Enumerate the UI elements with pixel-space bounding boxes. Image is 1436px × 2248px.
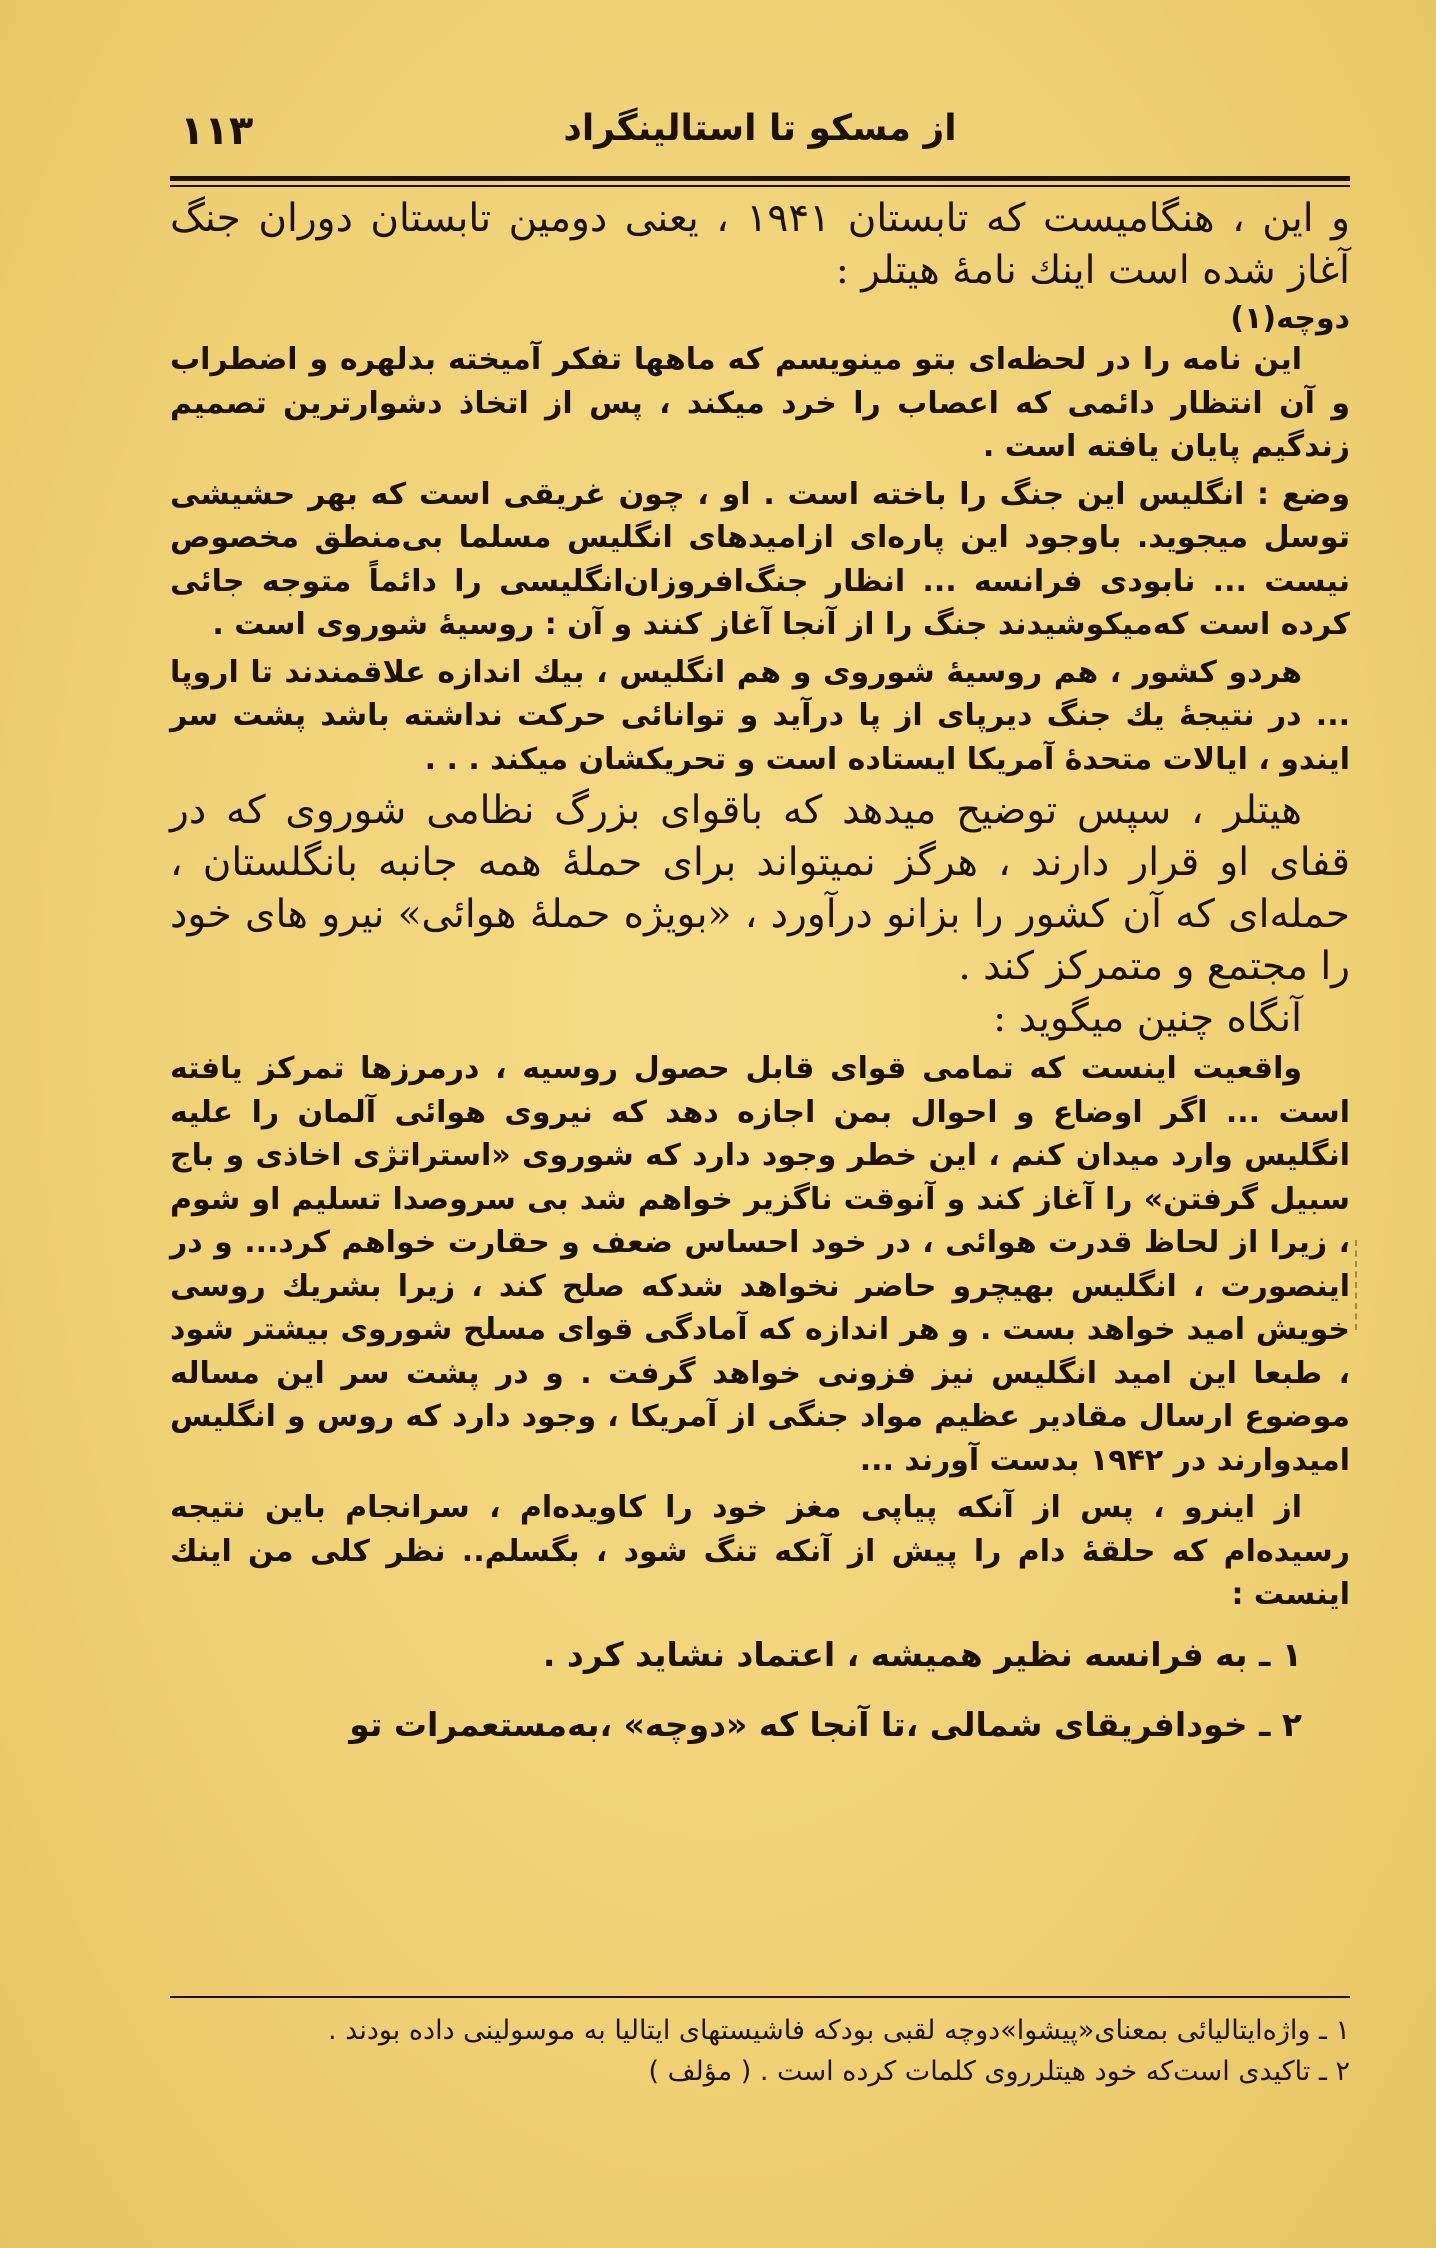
footnote: ۲ ـ تاکیدی است‌که خود هیتلرروی کلمات کرده است . ( مؤلف ): [648, 2056, 1350, 2087]
letter-paragraph: این نامه را در لحظه‌ای بتو مینویسم که ماهها تفکر آمیخته بدلهره و اضطراب و آن انتظار دائمی که اعصاب را خرد میکند ، پس از اتخاذ دشوارترین تصمیم زندگیم پایان یافته است .: [170, 342, 1350, 464]
page-header: [170, 100, 1350, 172]
page-number: ۱۱۳: [180, 108, 254, 154]
letter-paragraph: از اینرو ، پس از آنکه پیاپی مغز خود را کاویده‌ام ، سرانجام باین نتیجه رسیده‌ام که حلقهٔ دام را پیش از آنکه تنگ شود ، بگسلم.. نظر کلی من اینك اینست :: [170, 1490, 1350, 1612]
letter-paragraph: وضع : انگلیس این جنگ را باخته است . او ، چون غریقی است که بهر حشیشی توسل میجوید. باوجود این پاره‌ای ازامیدهای انگلیس مسلما بی‌منطق مخصوص نیست ... نابودی فرانسه ... انظار جنگ‌افروزان‌انگلیسی را دائماً متوجه جائی کرده است که‌میکوشیدند جنگ را از آنجا آغاز کنند و آن : روسیهٔ شوروی است .: [170, 476, 1350, 642]
running-title: از مسکو تا استالینگراد: [563, 108, 957, 149]
narrative-paragraph: هیتلر ، سپس توضیح میدهد که باقوای بزرگ نظامی شوروی که در قفای او قرار دارند ، هرگز نمیتواند برای حملهٔ همه جانبه بانگلستان ، حمله‌ای که آن کشور را بزانو درآورد ، «بویژه حملهٔ هوائی» نیرو های خود را مجتمع و متمرکز کند .: [170, 788, 1350, 989]
narrative-paragraph: آنگاه چنین میگوید :: [993, 996, 1302, 1041]
header-rule-thick: [170, 176, 1350, 181]
letter-paragraph: هردو کشور ، هم روسیهٔ شوروی و هم انگلیس ، بیك اندازه علاقمندند تا اروپا ... در نتیجهٔ یك جنگ دیرپای از پا درآید و توانائی حرکت نداشته باشد پشت سر ایندو ، ایالات متحدهٔ آمریکا ایستاده است و تحریکشان میکند . . .: [170, 654, 1350, 777]
list-item: ۱ ـ به فرانسه نظیر همیشه ، اعتماد نشاید کرد .: [542, 1634, 1302, 1674]
page-body: [170, 100, 1350, 2087]
letter-salutation: دوچه(۱): [1230, 301, 1350, 336]
footnote: ۱ ـ واژه‌ایتالیائی بمعنای«پیشوا»دوچه لقبی بودکه فاشیستهای ایتالیا به موسولینی داده بودند .: [327, 2015, 1350, 2046]
letter-paragraph: واقعیت اینست که تمامی قوای قابل حصول روسیه ، درمرزها تمرکز یافته است ... اگر اوضاع و احوال بمن اجازه دهد که نیروی هوائی آلمان را علیه انگلیس وارد میدان کنم ، این خطر وجود دارد که شوروی «استراتژی اخاذی و باج سبیل گرفتن» را آغاز کند و آنوقت ناگزیر خواهم شد بی سروصدا تسلیم او شوم ، زیرا از لحاظ قدرت هوائی ، در خود احساس ضعف و حقارت خواهم کرد... و در اینصورت ، انگلیس بهیچرو حاضر نخواهد شدکه صلح کند ، زیرا بشریك روسی خویش امید خواهد بست . و هر اندازه که آمادگی قوای مسلح شوروی بیشتر شود ، طبعا این امید انگلیس نیز فزونی خواهد گرفت . و در پشت سر این مساله موضوع ارسال مقادیر عظیم مواد جنگی از آمریکا ، وجود دارد که روس و انگلیس امیدوارند در ۱۹۴۲ بدست آورند ...: [170, 1051, 1350, 1478]
intro-paragraph: و این ، هنگامیست که تابستان ۱۹۴۱ ، یعنی دومین تابستان دوران جنگ آغاز شده است اینك نامهٔ هیتلر :: [170, 196, 1350, 293]
list-item: ۲ ـ خودافریقای شمالی ،تا آنجا که «دوچه» ،بەمستعمرات تو: [349, 1704, 1302, 1744]
footnotes: [170, 2010, 1350, 2092]
header-rule-thin: [170, 185, 1350, 187]
footnote-rule: [170, 1996, 1350, 1998]
